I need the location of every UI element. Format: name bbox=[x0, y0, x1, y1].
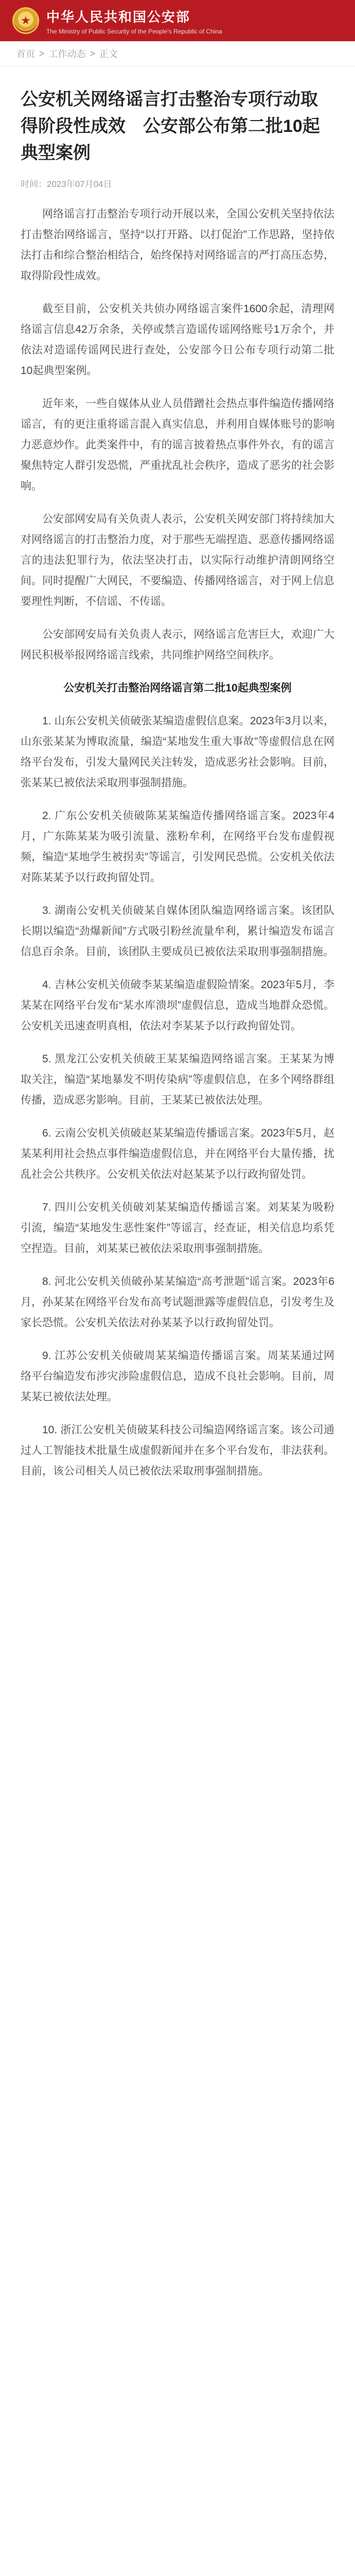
case-paragraph: 1. 山东公安机关侦破张某编造虚假信息案。2023年3月以来，山东张某某为博取流量，编造“某地发生重大事故”等虚假信息在网络平台发布，引发大量网民关注转发，造成恶劣社会影响。目前，张某某已被依法采取刑事强制措施。 bbox=[21, 715, 334, 789]
case-paragraph: 5. 黑龙江公安机关侦破王某某编造网络谣言案。王某某为博取关注，编造“某地暴发不明传染病”等虚假信息，在多个网络群组传播，造成恶劣影响。目前，王某某已被依法处理。 bbox=[21, 1053, 334, 1106]
breadcrumb-work[interactable]: 工作动态 bbox=[48, 49, 86, 59]
site-header bbox=[0, 0, 355, 41]
case-paragraph: 8. 河北公安机关侦破孙某某编造“高考泄题”谣言案。2023年6月，孙某某在网络平台发布高考试题泄露等虚假信息，引发考生及家长恐慌。公安机关依法对孙某某予以行政拘留处罚。 bbox=[21, 1276, 334, 1329]
breadcrumb-separator: > bbox=[39, 48, 45, 59]
article-content bbox=[0, 66, 355, 1482]
case-paragraph: 6. 云南公安机关侦破赵某某编造传播谣言案。2023年5月，赵某某利用社会热点事件编造虚假信息，并在网络平台大量传播，扰乱社会公共秩序。公安机关依法对赵某某予以行政拘留处罚。 bbox=[21, 1127, 334, 1180]
article-paragraph: 网络谣言打击整治专项行动开展以来，全国公安机关坚持依法打击整治网络谣言，坚持“以打开路、以打促治”工作思路，坚持依法打击和综合整治相结合，始终保持对网络谣言的严打高压态势，取得阶段性成效。 bbox=[21, 208, 334, 282]
breadcrumb-home[interactable]: 首页 bbox=[16, 49, 35, 59]
site-title[interactable]: 中华人民共和国公安部 bbox=[46, 9, 191, 25]
case-paragraph: 10. 浙江公安机关侦破某科技公司编造网络谣言案。该公司通过人工智能技术批量生成虚假新闻并在多个平台发布，非法获利。目前，该公司相关人员已被依法采取刑事强制措施。 bbox=[21, 1424, 334, 1477]
article-paragraph: 公安部网安局有关负责人表示，公安机关网安部门将持续加大对网络谣言的打击整治力度，对于那些无端捏造、恶意传播网络谣言的违法犯罪行为，依法坚决打击，以实际行动维护清朗网络空间。同时提醒广大网民，不要编造、传播网络谣言，对于网上信息要理性判断，不信谣、不传谣。 bbox=[21, 513, 334, 607]
article-paragraph: 截至目前，公安机关共侦办网络谣言案件1600余起，清理网络谣言信息42万余条，关停或禁言造谣传谣网络账号1万余个，并依法对造谣传谣网民进行查处，公安部今日公布专项行动第二批10起典型案例。 bbox=[21, 303, 334, 377]
breadcrumb-separator: > bbox=[90, 48, 96, 59]
article-paragraph: 近年来，一些自媒体从业人员借蹭社会热点事件编造传播网络谣言，有的更注重将谣言混入真实信息，并利用自媒体账号的影响力恶意炒作。此类案件中，有的谣言披着热点事件外衣，有的谣言聚焦特定人群引发恐慌，严重扰乱社会秩序，造成了恶劣的社会影响。 bbox=[21, 398, 334, 492]
case-paragraph: 7. 四川公安机关侦破刘某某编造传播谣言案。刘某某为吸粉引流，编造“某地发生恶性案件”等谣言，经查证，相关信息均系凭空捏造。目前，刘某某已被依法采取刑事强制措施。 bbox=[21, 1201, 334, 1255]
case-paragraph: 2. 广东公安机关侦破陈某某编造传播网络谣言案。2023年4月，广东陈某某为吸引流量、涨粉牟利，在网络平台发布虚假视频，编造“某地学生被拐卖”等谣言，引发网民恐慌。公安机关依法对陈某某予以行政拘留处罚。 bbox=[21, 810, 334, 884]
breadcrumb bbox=[0, 41, 355, 66]
case-paragraph: 9. 江苏公安机关侦破周某某编造传播谣言案。周某某通过网络平台编造发布涉灾涉险虚假信息，造成不良社会影响。目前，周某某已被依法处理。 bbox=[21, 1350, 334, 1403]
site-subtitle: The Ministry of Public Security of the People's Republic of China bbox=[46, 27, 222, 35]
cases-heading: 公安机关打击整治网络谣言第二批10起典型案例 bbox=[63, 682, 292, 694]
article-paragraph: 公安部网安局有关负责人表示，网络谣言危害巨大，欢迎广大网民积极举报网络谣言线索，共同维护网络空间秩序。 bbox=[21, 629, 334, 661]
article-time: 时间：2023年07月04日 bbox=[21, 179, 112, 189]
police-emblem-icon: ★ bbox=[12, 7, 39, 34]
case-paragraph: 4. 吉林公安机关侦破李某某编造虚假险情案。2023年5月，李某某在网络平台发布“某水库溃坝”虚假信息，造成当地群众恐慌。公安机关迅速查明真相，依法对李某某予以行政拘留处罚。 bbox=[21, 979, 334, 1032]
breadcrumb-current: 正文 bbox=[99, 49, 118, 59]
article-title: 公安机关网络谣言打击整治专项行动取得阶段性成效 公安部公布第二批10起典型案例 bbox=[21, 90, 320, 163]
article-meta bbox=[21, 177, 334, 190]
case-paragraph: 3. 湖南公安机关侦破某自媒体团队编造网络谣言案。该团队长期以编造“劲爆新闻”方式吸引粉丝流量牟利，累计编造发布谣言信息百余条。目前，该团队主要成员已被依法采取刑事强制措施。 bbox=[21, 905, 334, 958]
